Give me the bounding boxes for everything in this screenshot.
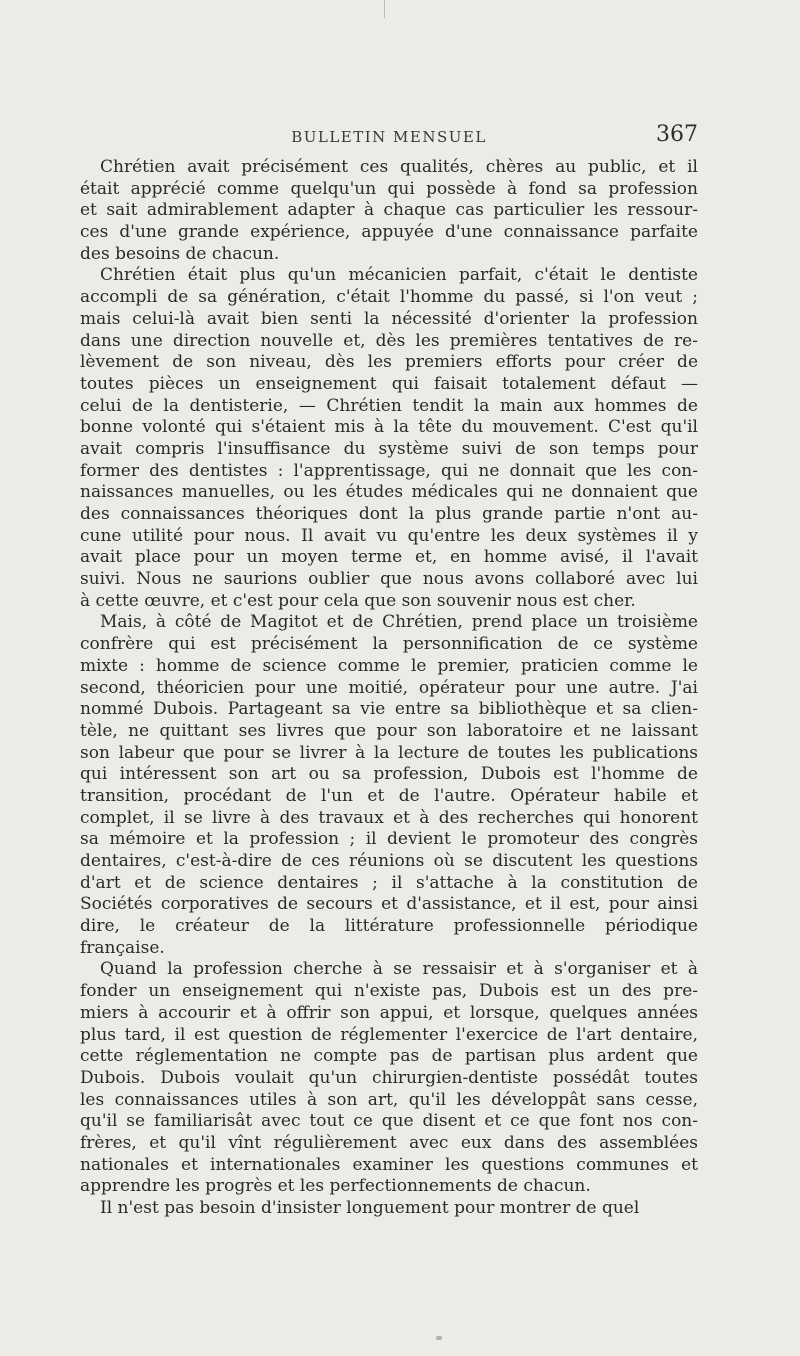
text-line: miers à accourir et à offrir son appui, et lorsque, quelques années — [80, 1002, 698, 1023]
paragraph — [80, 612, 698, 959]
running-head: BULLETIN MENSUEL — [291, 128, 487, 146]
text-line: former des dentistes : l'apprentissage, qui ne donnait que les con- — [80, 460, 698, 481]
text-line: apprendre les progrès et les perfectionnements de chacun. — [80, 1176, 591, 1197]
text-line: ces d'une grande expérience, appuyée d'une connaissance parfaite — [80, 222, 698, 243]
text-line: Sociétés corporatives de secours et d'assistance, et il est, pour ainsi — [80, 894, 698, 915]
text-line: tèle, ne quittant ses livres que pour son laboratoire et ne laissant — [80, 720, 698, 741]
text-line: cune utilité pour nous. Il avait vu qu'entre les deux systèmes il y — [80, 525, 698, 546]
text-line: Chrétien était plus qu'un mécanicien parfait, c'était le dentiste — [100, 265, 698, 286]
text-line: plus tard, il est question de réglementer l'exercice de l'art dentaire, — [80, 1024, 698, 1045]
text-line: Il n'est pas besoin d'insister longuement pour montrer de quel — [100, 1198, 640, 1218]
text-line: qu'il se familiarisât avec tout ce que disent et ce que font nos con- — [80, 1111, 698, 1132]
text-line: son labeur que pour se livrer à la lecture de toutes les publications — [80, 742, 698, 763]
text-line: Quand la profession cherche à se ressaisir et à s'organiser et à — [100, 959, 698, 980]
text-line: Dubois. Dubois voulait qu'un chirurgien-dentiste possédât toutes — [80, 1067, 698, 1088]
text-line: complet, il se livre à des travaux et à des recherches qui honorent — [80, 807, 698, 828]
text-line: à cette œuvre, et c'est pour cela que son souvenir nous est cher. — [80, 590, 636, 611]
text-line: les connaissances utiles à son art, qu'il les développât sans cesse, — [80, 1089, 698, 1110]
text-line: nommé Dubois. Partageant sa vie entre sa bibliothèque et sa clien- — [80, 699, 698, 720]
text-line: française. — [80, 937, 165, 958]
page-header — [80, 122, 698, 152]
scan-mark — [384, 0, 385, 18]
text-line: cette réglementation ne compte pas de partisan plus ardent que — [80, 1046, 698, 1067]
text-line: Mais, à côté de Magitot et de Chrétien, prend place un troisième — [100, 612, 698, 633]
text-line: lèvement de son niveau, dès les premiers efforts pour créer de — [80, 352, 698, 373]
text-line: accompli de sa génération, c'était l'homme du passé, si l'on veut ; — [80, 287, 698, 308]
text-line: sa mémoire et la profession ; il devient le promoteur des congrès — [80, 829, 698, 850]
text-line: confrère qui est précisément la personnification de ce système — [80, 634, 698, 655]
paragraph — [80, 265, 698, 612]
paragraph — [80, 1198, 698, 1220]
text-line: dire, le créateur de la littérature professionnelle périodique — [80, 916, 698, 937]
text-line: dentaires, c'est-à-dire de ces réunions où se discutent les questions — [80, 851, 698, 871]
text-line: nationales et internationales examiner les questions communes et — [80, 1154, 698, 1175]
text-line: frères, et qu'il vînt régulièrement avec eux dans des assemblées — [80, 1132, 698, 1153]
paragraph — [80, 959, 698, 1198]
text-line: bonne volonté qui s'étaient mis à la tête du mouvement. C'est qu'il — [80, 417, 698, 438]
text-line: des connaissances théoriques dont la plus grande partie n'ont au- — [80, 504, 698, 524]
text-line: d'art et de science dentaires ; il s'attache à la constitution de — [80, 872, 698, 893]
paragraph — [80, 157, 698, 265]
page-number: 367 — [656, 122, 698, 147]
text-line: avait place pour un moyen terme et, en homme avisé, il l'avait — [80, 547, 698, 568]
text-line: suivi. Nous ne saurions oublier que nous avons collaboré avec lui — [80, 569, 698, 590]
body-text — [80, 157, 698, 1220]
print-speck — [436, 1336, 442, 1340]
text-line: dans une direction nouvelle et, dès les premières tentatives de re- — [80, 330, 698, 351]
text-line: et sait admirablement adapter à chaque cas particulier les ressour- — [80, 200, 698, 221]
text-line: mixte : homme de science comme le premier, praticien comme le — [80, 655, 698, 676]
text-line: était apprécié comme quelqu'un qui possède à fond sa profession — [80, 178, 698, 199]
text-line: celui de la dentisterie, — Chrétien tendit la main aux hommes de — [80, 395, 698, 416]
text-line: qui intéressent son art ou sa profession, Dubois est l'homme de — [80, 764, 698, 785]
text-line: fonder un enseignement qui n'existe pas, Dubois est un des pre- — [80, 981, 698, 1002]
text-line: avait compris l'insuffisance du système suivi de son temps pour — [80, 438, 698, 459]
text-line: toutes pièces un enseignement qui faisait totalement défaut — — [80, 373, 698, 394]
text-line: des besoins de chacun. — [80, 243, 280, 264]
text-line: mais celui-là avait bien senti la nécessité d'orienter la profession — [80, 308, 698, 329]
text-line: transition, procédant de l'un et de l'autre. Opérateur habile et — [80, 785, 698, 806]
text-line: Chrétien avait précisément ces qualités, chères au public, et il — [100, 157, 698, 177]
text-line: second, théoricien pour une moitié, opérateur pour une autre. J'ai — [80, 677, 698, 698]
text-line: naissances manuelles, ou les études médicales qui ne donnaient que — [80, 482, 698, 503]
